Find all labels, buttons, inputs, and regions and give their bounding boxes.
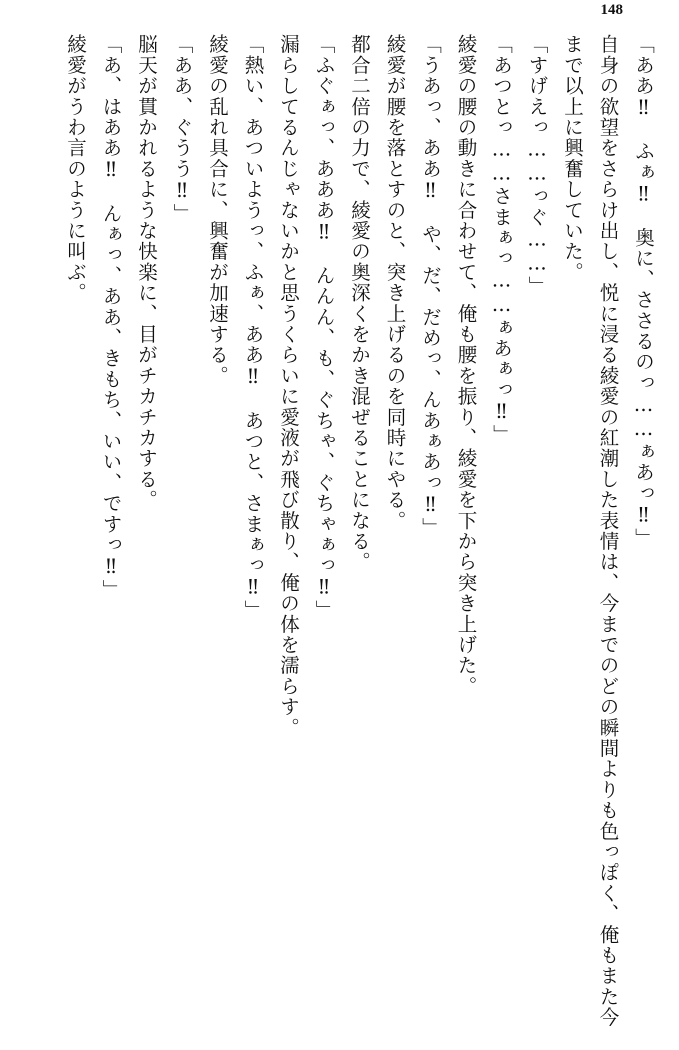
page-text-body [18,34,661,1032]
paragraph: 自身の欲望をさらけ出し、悦に浸る綾愛の紅潮した表情は、今までのどの瞬間よりも色っぽく、俺もまた今まで以上に興奮していた。 [561,34,620,1028]
paragraph: 綾愛の腰の動きに合わせて、俺も腰を振り、綾愛を下から突き上げた。 [454,34,478,697]
paragraph: 「ああ‼ ふぁ‼ 奥に、ささるのっ……ぁあっ‼」 [632,34,655,549]
paragraph: 「あ、はああ‼ んぁっ、ああ、きもち、いい、ですっ‼」 [99,34,123,600]
paragraph: 「うあっ、ああ‼ や、だ、だめっ、んあぁあっ‼」 [419,34,442,538]
paragraph: 漏らしてるんじゃないかと思うくらいに愛液が飛び散り、俺の体を濡らす。 [277,34,300,738]
paragraph: 「ふぐぁっ、あああ‼ んんん、も、ぐちゃ、ぐちゃぁっ‼」 [312,34,336,621]
paragraph: 「熱い、あついようっ、ふぁ、ああ‼ あつと、さまぁっ‼」 [241,34,265,621]
paragraph: 綾愛が腰を落とすのと、突き上げるのを同時にやる。 [383,34,407,531]
paragraph: 「ああ、ぐうう‼」 [170,34,194,224]
page-number: 148 [600,2,623,18]
paragraph: 都合二倍の力で、綾愛の奥深くをかき混ぜることになる。 [348,34,371,573]
paragraph: 脳天が貫かれるような快楽に、目がチカチカする。 [135,34,158,511]
paragraph: 綾愛がうわ言のように叫ぶ。 [64,34,87,304]
paragraph: 綾愛の乱れ具合に、興奮が加速する。 [206,34,229,386]
paragraph: 「すげえっ……っぐ……」 [525,34,549,297]
paragraph: 「あつとっ……さまぁっ……ぁあぁっ‼」 [490,34,513,445]
